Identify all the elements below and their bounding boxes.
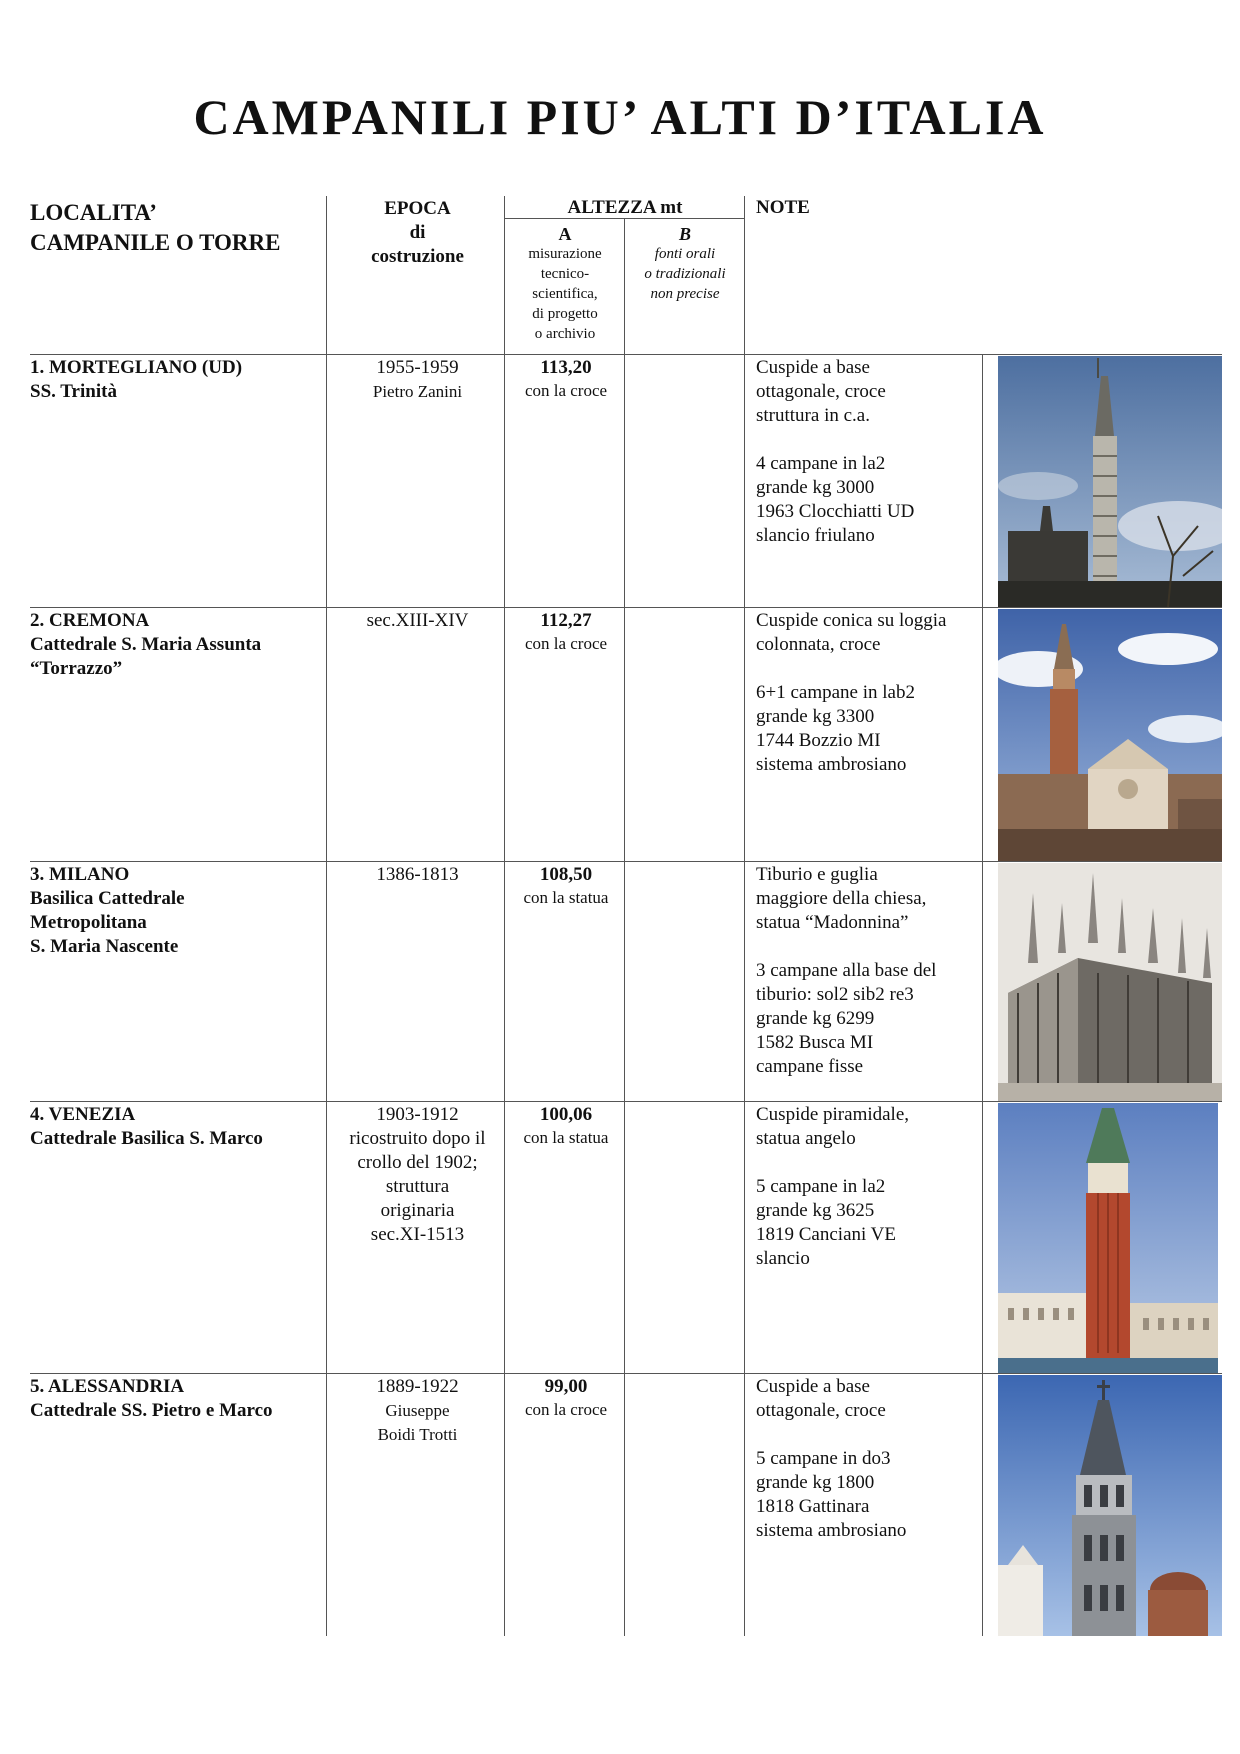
row-4-note: Cuspide piramidale, statua angelo 5 campane in la2 grande kg 3625 1819 Canciani VE slancio	[756, 1104, 910, 1269]
column-divider	[744, 196, 745, 1636]
row-2-localita: 2. CREMONA Cattedrale S. Maria Assunta “Torrazzo”	[30, 610, 262, 679]
row-3-localita: 3. MILANO Basilica Cattedrale Metropolitana S. Maria Nascente	[30, 864, 185, 957]
row-4-epoca: 1903-1912 ricostruito dopo il crollo del 1902; struttura originaria sec.XI-1513	[349, 1104, 486, 1245]
column-divider	[982, 354, 983, 1636]
header-note: NOTE	[756, 197, 810, 218]
row-5-localita: 5. ALESSANDRIA Cattedrale SS. Pietro e Marco	[30, 1376, 273, 1421]
row-4-localita: 4. VENEZIA Cattedrale Basilica S. Marco	[30, 1104, 263, 1149]
row-1-epoca: 1955-1959 Pietro Zanini	[372, 357, 463, 401]
row-2-altezza: 112,27 con la croce	[524, 610, 608, 653]
row-3-note: Tiburio e guglia maggiore della chiesa, statua “Madonnina” 3 campane alla base del tiburio: sol2 sib2 re3 grande kg 6299 1582 Busca MI campane fisse	[756, 864, 937, 1077]
column-divider	[326, 196, 327, 1636]
mortegliano-bell-tower-photo	[998, 356, 1222, 607]
row-1-note: Cuspide a base ottagonale, croce struttura in c.a. 4 campane in la2 grande kg 3000 1963 Clocchiatti UD slancio friulano	[756, 357, 915, 546]
row-3-epoca: 1386-1813	[376, 864, 459, 885]
header-col-a: A misurazione tecnico- scientifica, di progetto o archivio	[528, 224, 602, 342]
row-5-altezza: 99,00 con la croce	[524, 1376, 608, 1419]
row-divider	[30, 354, 1222, 355]
header-localita: LOCALITA’ CAMPANILE O TORRE	[30, 200, 281, 255]
row-2-epoca: sec.XIII-XIV	[366, 610, 469, 631]
milano-duomo-photo	[998, 863, 1222, 1101]
row-4-altezza: 100,06 con la statua	[523, 1104, 609, 1147]
column-divider	[624, 218, 625, 1636]
row-divider	[30, 1101, 1222, 1102]
row-divider	[30, 607, 1222, 608]
venezia-campanile-photo	[998, 1103, 1218, 1373]
cremona-torrazzo-photo	[998, 609, 1222, 861]
row-3-altezza: 108,50 con la statua	[523, 864, 609, 907]
page-title: CAMPANILI PIU’ ALTI D’ITALIA	[193, 89, 1047, 145]
header-altezza: ALTEZZA mt	[567, 197, 683, 218]
row-1-altezza: 113,20 con la croce	[524, 357, 608, 400]
row-divider	[30, 861, 1222, 862]
header-col-b: B fonti orali o tradizionali non precise	[644, 224, 726, 302]
row-1-localita: 1. MORTEGLIANO (UD) SS. Trinità	[30, 357, 243, 402]
row-2-note: Cuspide conica su loggia colonnata, croce 6+1 campane in lab2 grande kg 3300 1744 Bozzio MI sistema ambrosiano	[756, 610, 947, 775]
alessandria-bell-tower-photo	[998, 1375, 1222, 1636]
row-divider	[30, 1373, 1222, 1374]
row-5-note: Cuspide a base ottagonale, croce 5 campane in do3 grande kg 1800 1818 Gattinara sistema ambrosiano	[756, 1376, 907, 1541]
header-epoca: EPOCA di costruzione	[371, 198, 464, 267]
row-5-epoca: 1889-1922 Giuseppe Boidi Trotti	[376, 1376, 459, 1444]
